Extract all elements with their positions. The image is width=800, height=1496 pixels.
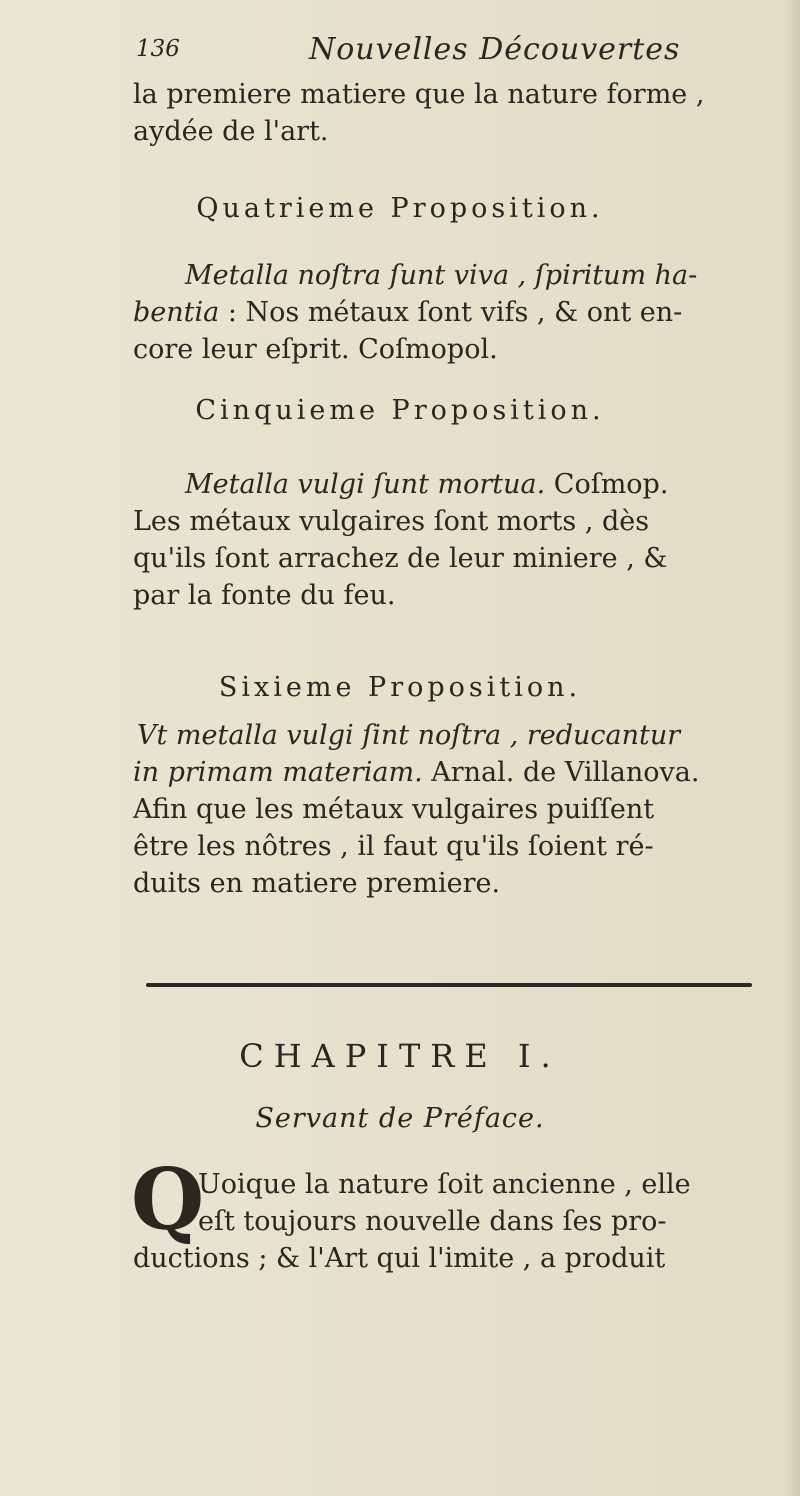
text-line: par la fonte du feu. bbox=[133, 580, 396, 611]
chapter-title: CHAPITRE I. bbox=[239, 1037, 561, 1075]
latin-quote: in primam materiam. bbox=[133, 757, 423, 788]
text-line: aydée de l'art. bbox=[133, 116, 329, 147]
text-line: qu'ils ſont arrachez de leur miniere , & bbox=[133, 543, 668, 574]
text-line: : Nos métaux ſont vifs , & ont en- bbox=[219, 297, 683, 328]
text-line: la premiere matiere que la nature forme , bbox=[133, 79, 705, 110]
text-line: Uoique la nature ſoit ancienne , elle bbox=[198, 1169, 691, 1200]
text-line: duits en matiere premiere. bbox=[133, 868, 501, 899]
intro-paragraph bbox=[133, 76, 773, 150]
proposition-5-text bbox=[133, 466, 773, 614]
running-head: Nouvelles Découvertes bbox=[309, 32, 681, 67]
text-line: Afin que les métaux vulgaires puiſſent bbox=[133, 794, 655, 825]
proposition-5-heading: Cinquieme Proposition. bbox=[195, 395, 605, 426]
text-line: Coſmop. bbox=[545, 469, 669, 500]
section-divider bbox=[146, 983, 752, 987]
latin-quote: Metalla noſtra ſunt viva , ſpiritum ha- bbox=[185, 260, 698, 291]
text-line: être les nôtres , il faut qu'ils ſoient ré- bbox=[133, 831, 654, 862]
latin-quote: Vt metalla vulgi ſint noſtra , reducantur bbox=[137, 720, 681, 751]
latin-quote: bentia bbox=[133, 297, 220, 328]
drop-cap: Q bbox=[131, 1150, 205, 1249]
proposition-4-heading: Quatrieme Proposition. bbox=[196, 193, 604, 224]
proposition-4-text bbox=[133, 257, 773, 368]
latin-quote: Metalla vulgi ſunt mortua. bbox=[185, 469, 546, 500]
page-number: 136 bbox=[136, 36, 180, 62]
chapter-subtitle: Servant de Préface. bbox=[255, 1103, 545, 1134]
text-line: ductions ; & l'Art qui l'imite , a produit bbox=[133, 1243, 666, 1274]
text-line: eſt toujours nouvelle dans ſes pro- bbox=[198, 1206, 667, 1237]
page-header bbox=[136, 30, 736, 74]
text-line: core leur eſprit. Coſmopol. bbox=[133, 334, 498, 365]
proposition-6-heading: Sixieme Proposition. bbox=[218, 672, 582, 703]
proposition-6-text bbox=[133, 717, 773, 902]
text-line: Arnal. de Villanova. bbox=[422, 757, 700, 788]
text-line: Les métaux vulgaires ſont morts , dès bbox=[133, 506, 650, 537]
page-edge-shadow bbox=[786, 0, 800, 1496]
